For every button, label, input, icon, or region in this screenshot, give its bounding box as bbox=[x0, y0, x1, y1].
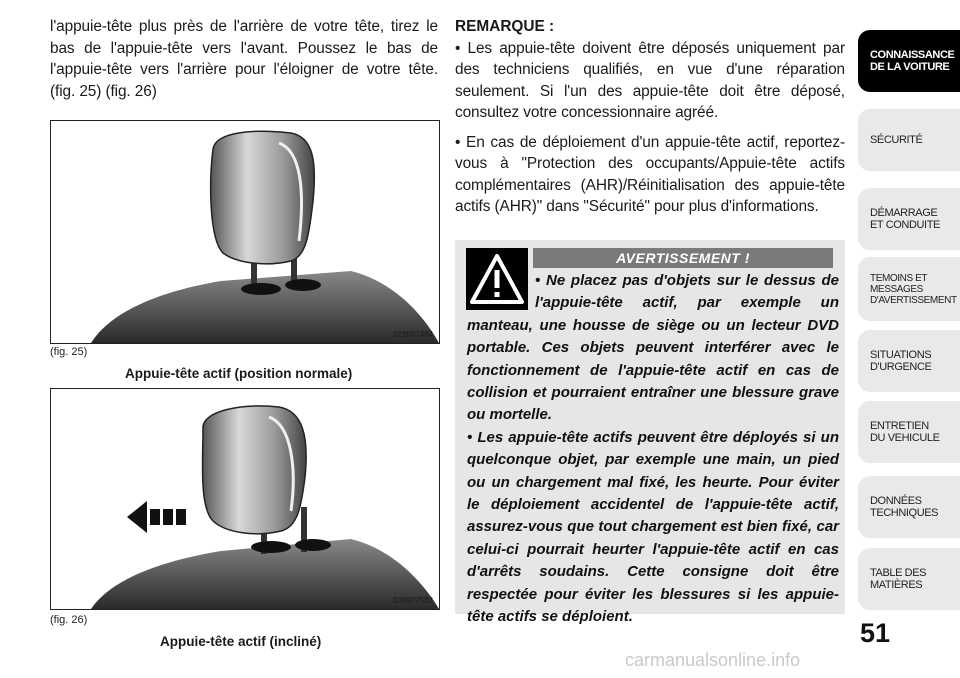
figure-26-image bbox=[50, 388, 440, 610]
tab-table-matieres[interactable]: TABLE DES MATIÈRES bbox=[858, 548, 960, 610]
tab-situations-urgence[interactable]: SITUATIONS D'URGENCE bbox=[858, 330, 960, 392]
warning-bullet: • Ne placez pas d'objets sur le dessus de l'appuie-tête actif, par exemple un manteau, une housse de siège ou un lecteur DVD portable. Ces objets peuvent interférer avec le fonctionnement de l'appuie-tête actif en cas de collision et pourraient entraîner une blessure grave ou mortelle. bbox=[467, 272, 839, 424]
warning-bullet: • Les appuie-tête actifs peuvent être déployés si un quelconque objet, par exemple une main, un pied ou un chargement mal fixé, les heurte. Pour éviter le déploiement accidentel de l'appuie-tête actif, assurez-vous que tout chargement est bien fixé, car celui-ci pourrait heurter l'appuie-tête actif en cas d'arrêts soudains. Cette consigne doit être respectée pour éviter les blessures si les appuie-tête actifs se déploient. bbox=[467, 428, 839, 626]
remark-bullet: • En cas de déploiement d'un appuie-tête actif, reportez-vous à "Protection des occupants/Appuie-tête actifs complémentaires (AHR)/Réinitialisation des appuie-tête actifs (AHR)" dans "Sécurité" pour plus d'informations. bbox=[455, 133, 845, 215]
figure-25-caption: Appuie-tête actif (position normale) bbox=[125, 366, 353, 381]
headrest-normal-illustration bbox=[51, 121, 439, 343]
remark-section bbox=[455, 16, 845, 218]
tab-temoins-messages[interactable]: TEMOINS ET MESSAGES D'AVERTISSEMENT bbox=[858, 257, 960, 321]
warning-header: AVERTISSEMENT ! bbox=[533, 248, 833, 268]
figure-25-image bbox=[50, 120, 440, 344]
figure-code: 022607494 bbox=[392, 330, 433, 339]
warning-box bbox=[455, 240, 845, 626]
tab-donnees-techniques[interactable]: DONNÉES TECHNIQUES bbox=[858, 476, 960, 538]
figure-code: 030907533 bbox=[392, 596, 433, 605]
intro-paragraph: l'appuie-tête plus près de l'arrière de votre tête, tirez le bas de l'appuie-tête vers l'avant. Poussez le bas de l'appuie-tête vers l'arrière pour l'éloigner de votre tête. (fig. 25) (fig. 26) bbox=[50, 18, 438, 100]
tab-entretien-vehicule[interactable]: ENTRETIEN DU VEHICULE bbox=[858, 401, 960, 463]
watermark: carmanualsonline.info bbox=[625, 650, 801, 670]
tab-securite[interactable]: SÉCURITÉ bbox=[858, 109, 960, 171]
tab-demarrage-conduite[interactable]: DÉMARRAGE ET CONDUITE bbox=[858, 188, 960, 250]
direction-arrow-icon bbox=[127, 501, 186, 533]
figure-26-caption: Appuie-tête actif (incliné) bbox=[160, 634, 322, 649]
warning-text bbox=[467, 270, 839, 629]
figure-26-reference: (fig. 26) bbox=[50, 614, 88, 626]
figure-25-reference: (fig. 25) bbox=[50, 346, 88, 358]
remark-bullet: • Les appuie-tête doivent être déposés uniquement par des techniciens qualifiés, en vue d'une réparation seulement. Si l'un des appuie-tête doit être déposé, consultez votre concessionnaire agréé. bbox=[455, 39, 845, 121]
tab-connaissance-voiture[interactable]: CONNAISSANCE DE LA VOITURE bbox=[858, 30, 960, 92]
left-column bbox=[50, 16, 438, 102]
remark-title: REMARQUE : bbox=[455, 18, 555, 35]
headrest-inclined-illustration bbox=[51, 389, 439, 609]
page-number: 51 bbox=[859, 618, 891, 648]
